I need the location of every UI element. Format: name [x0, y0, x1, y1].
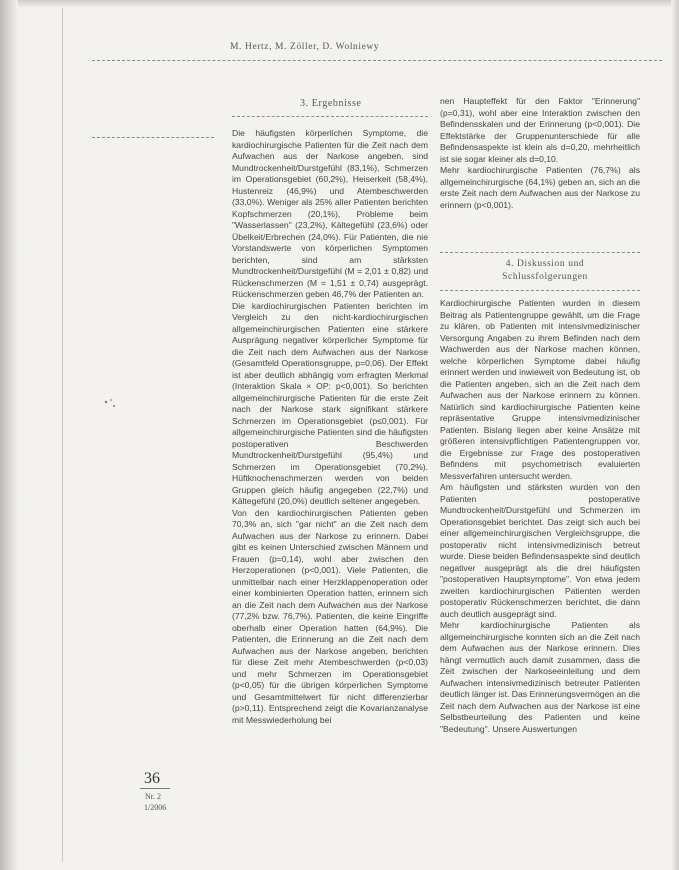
left-column-dashed-rule — [92, 137, 214, 138]
column-2-paragraph-1: nen Haupteffekt für den Faktor "Erinnerung" (p=0,31), wohl aber eine Interaktion zwischen den Befindensskalen und der Erinnerung (p<0,001). Die Effektstärke der Gruppenunterschiede für alle Befindensaspekte ist klein als d=0,20, mehrheitlich ist sie sogar kleiner als d=0,10. — [440, 96, 640, 164]
section-3-paragraph-2: Die kardiochirurgischen Patienten berichten im Vergleich zu den nicht-kardiochirurgischen allgemeinchirurgischen Patienten eine stärkere Ausprägung negativer körperlicher Symptome für die Zeit nach dem Aufwachen aus der Narkose (Gesamtfeld Operationsgruppe, p=0,06). Der Effekt ist aber deutlich abhängig vom erfragten Merkmal (Interaktion Skala × OP: p<0,001). So berichten allgemeinchirurgische Patienten für die erste Zeit nach der Narkose stark signifikant stärkere Schmerzen im Operationsgebiet (p≤0,001). Für allgemeinchirurgische Patienten sind die häufigsten postoperativen Beschwerden Mundtrockenheit/Durstgefühl (95,4%) und Schmerzen im Operationsgebiet (70,2%). Hüftknochenschmerzen werden von beiden Gruppen gleich häufig angegeben (22,7%) und Kältegefühl (20,0%) deutlich seltener angegeben. — [232, 300, 428, 506]
section-4-title: 4. Diskussion und Schlussfolgerungen — [502, 259, 588, 282]
page-right-shadow — [671, 0, 679, 870]
column-2-paragraph-2: Mehr kardiochirurgische Patienten (76,7%) als allgemeinchirurgische (64,1%) geben an, sich an die erste Zeit nach dem Aufwachen aus der Narkose zu erinnern (p<0,001). — [440, 165, 640, 210]
page-top-shadow — [0, 0, 679, 8]
page-number: 36 — [144, 770, 160, 787]
column-2-body — [440, 298, 640, 735]
section-4-paragraph-1: Kardiochirurgische Patienten wurden in diesem Beitrag als Patientengruppe gewählt, um die Frage zu klären, ob Patienten mit intensivmedizinischer Versorgung Angaben zu ihrem Befinden nach dem Wachwerden aus der Narkose machen können, welche körperlichen Symptome dabei häufig erinnert werden und inwieweit von Bedeutung ist, ob die Patienten angeben, sich an die Zeit nach dem Aufwachen aus der Narkose erinnern zu können. Natürlich sind kardiochirurgische Patienten keine repräsentative Gruppe intensivmedizinischer Patienten. Bislang liegen aber keine Ansätze mit größeren intensivpflichtigen Patientengruppen vor, die Ergebnisse zur Frage des postoperativen Befindens mit psychometrisch evaluierten Messverfahren untersucht werden. — [440, 298, 640, 481]
section-4-paragraph-2: Am häufigsten und stärksten wurden von den Patienten postoperative Mundtrockenheit/Durstgefühl und Schmerzen im Operationsgebiet berichtet. Das zeigt sich auch bei einer allgemeinchirurgischen Vergleichsgruppe, die postoperativ nicht intensivmedizinisch betreut wurde. Diese beiden Befindensaspekte sind deutlich negativer ausgeprägt als die drei häufigsten "postoperativen Hauptsymptome". Von etwa jedem zweiten kardiochirurgischen Patienten werden postoperativ Rückenschmerzen berichtet, die dann auch deutlich ausgeprägt sind. — [440, 482, 640, 619]
page-binding-shadow — [0, 0, 18, 870]
header-dashed-rule — [92, 60, 662, 61]
section-4-paragraph-3: Mehr kardiochirurgische Patienten als allgemeinchirurgische konnten sich an die Zeit nach dem Aufwachen aus der Narkose erinnern. Dies hängt vermutlich auch damit zusammen, dass die Zeit zwischen der Narkoseeinleitung und dem Aufwachen intensivmedizinisch betreuter Patienten deutlich länger ist. Das Erinnerungsvermögen an die Zeit nach dem Aufwachen aus der Narkose ist eine Selbstbeurteilung des Patienten und keine "Bedeutung". Unsere Auswertungen — [440, 620, 640, 734]
page-number-rule — [140, 788, 170, 789]
running-head: M. Hertz, M. Zöller, D. Wolniewy — [230, 42, 380, 52]
column-2-top-body — [440, 96, 640, 211]
section-3-title: 3. Ergebnisse — [300, 98, 362, 109]
column-1-body — [232, 128, 428, 726]
section-3-paragraph-1: Die häufigsten körperlichen Symptome, die kardiochirurgische Patienten für die Zeit nach dem Aufwachen aus der Narkose angeben, sind Mundtrockenheit/Durstgefühl (83,1%), Schmerzen im Operationsgebiet (60,2%), Heiserkeit (58,4%), Hustenreiz (46,9%) und Atembeschwerden (33,0%). Weniger als 25% aller Patienten berichten Kopfschmerzen (20,1%), Probleme beim "Wasserlassen" (23,2%), Kältegefühl (23,6%) oder Übelkeit/Erbrechen (24,0%). Für Patienten, die nie Vorstandswerte von körperlichen Symptomen berichten, sind am stärksten Mundtrockenheit/Durstgefühl (M = 2,01 ± 0,82) und Rückenschmerzen (M = 1,51 ± 0,74) ausgeprägt. Rückenschmerzen geben 46,7% der Patienten an. — [232, 128, 428, 299]
margin-rule — [62, 8, 63, 862]
section-4-top-rule — [440, 252, 640, 253]
issue-label: Nr. 2 — [145, 792, 161, 801]
section-3-paragraph-3: Von den kardiochirurgischen Patienten geben 70,3% an, sich "gar nicht" an die Zeit nach dem Aufwachen aus der Narkose zu erinnern. Dabei gibt es keinen Unterschied zwischen Männern und Frauen (p=0,14), wohl aber zwischen den Herzoperationen (p<0,001). Viele Patienten, die unmittelbar nach einer Herzklappenoperation oder einer kombinierten Operation hatten, erinnern sich an die Zeit nach dem Aufwachen aus der Narkose (77,2% bzw. 76,7%). Patienten, die keine Eingriffe oberhalb einer Operation hatten (64,9%). Die Patienten, die Erinnerung an die Zeit nach dem Aufwachen aus der Narkose angeben, berichten für diese Zeit mehr Atembeschwerden (p<0,03) und mehr Schmerzen im Operationsgebiet (p<0,05) für die übrigen körperlichen Symptome und Gesamtmittelwert für nicht differenzierbar (p>0,11). Entsprechend zeigt die Kovarianzanalyse mit Messwiederholung bei — [232, 507, 428, 725]
margin-specks — [102, 396, 118, 412]
issue-year: 1/2006 — [144, 803, 167, 812]
section-4-bottom-rule — [440, 290, 640, 291]
section-3-rule — [232, 116, 428, 117]
